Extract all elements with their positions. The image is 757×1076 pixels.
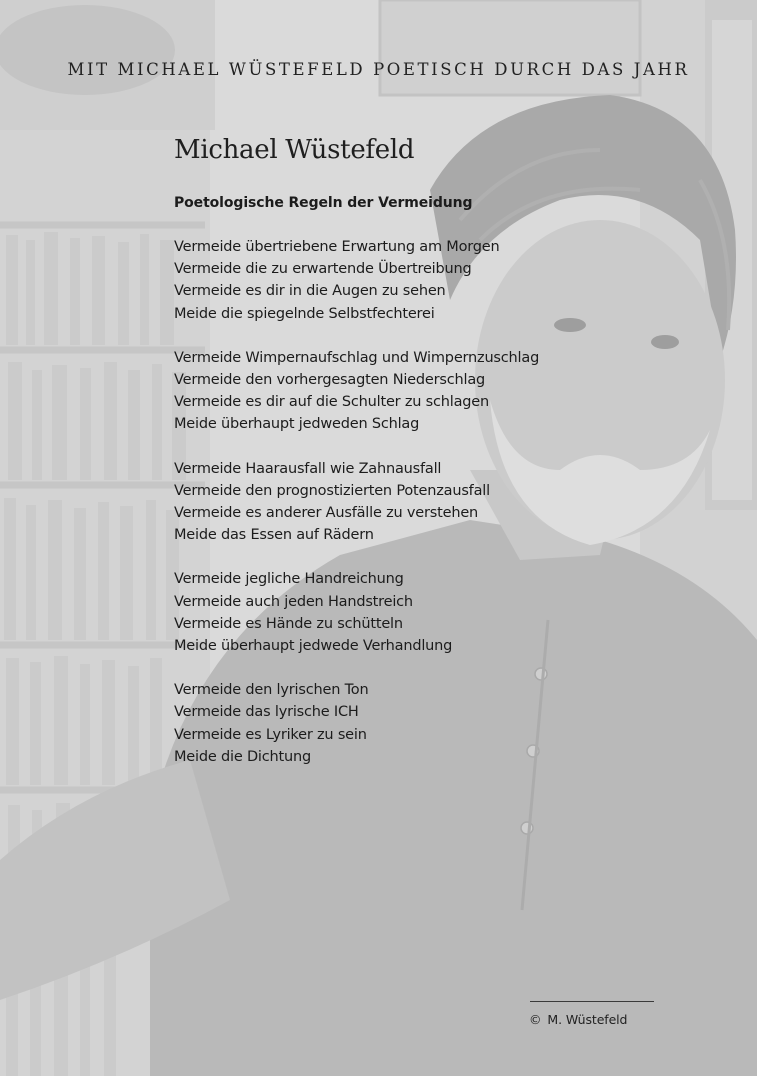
poem-line: Vermeide es dir auf die Schulter zu schlagen xyxy=(174,394,489,411)
poem-line: Vermeide Wimpernaufschlag und Wimpernzuschlag xyxy=(174,349,540,366)
poem-line: Vermeide es anderer Ausfälle zu verstehen xyxy=(174,505,479,522)
poem-line: Vermeide auch jeden Handstreich xyxy=(174,593,413,610)
poem-stanzas xyxy=(174,236,634,768)
poem-line: Vermeide den lyrischen Ton xyxy=(174,682,369,699)
poem-line: Meide die spiegelnde Selbstfechterei xyxy=(174,305,435,322)
poem-block xyxy=(174,132,634,790)
poem-line: Vermeide Haarausfall wie Zahnausfall xyxy=(174,460,442,477)
poem-line: Vermeide es dir in die Augen zu sehen xyxy=(174,283,446,300)
poem-line: Meide überhaupt jedwede Verhandlung xyxy=(174,638,453,655)
poem-line: Vermeide jegliche Handreichung xyxy=(174,571,404,588)
copyright-divider xyxy=(530,1001,654,1002)
poem-line: Vermeide die zu erwartende Übertreibung xyxy=(174,261,472,278)
copyright-icon: © xyxy=(529,1012,542,1027)
series-header: MIT MICHAEL WÜSTEFELD POETISCH DURCH DAS JAHR xyxy=(67,60,690,79)
poem-stanza xyxy=(174,679,634,768)
copyright-notice xyxy=(529,1012,627,1027)
poem-line: Vermeide es Hände zu schütteln xyxy=(174,615,403,632)
poem-stanza xyxy=(174,236,634,325)
poem-line: Vermeide den prognostizierten Potenzausfall xyxy=(174,482,490,499)
poem-line: Vermeide es Lyriker zu sein xyxy=(174,726,367,743)
author-name: Michael Wüstefeld xyxy=(174,135,415,165)
poem-line: Meide die Dichtung xyxy=(174,748,311,765)
copyright-holder: M. Wüstefeld xyxy=(547,1012,628,1027)
poem-line: Meide das Essen auf Rädern xyxy=(174,527,374,544)
poem-title: Poetologische Regeln der Vermeidung xyxy=(174,195,473,211)
poem-stanza xyxy=(174,568,634,657)
poem-line: Vermeide übertriebene Erwartung am Morgen xyxy=(174,239,500,255)
poem-stanza xyxy=(174,458,634,547)
poem-line: Vermeide das lyrische ICH xyxy=(174,704,359,721)
poem-line: Meide überhaupt jedweden Schlag xyxy=(174,416,420,433)
poem-stanza xyxy=(174,347,634,436)
poem-line: Vermeide den vorhergesagten Niederschlag xyxy=(174,372,486,389)
